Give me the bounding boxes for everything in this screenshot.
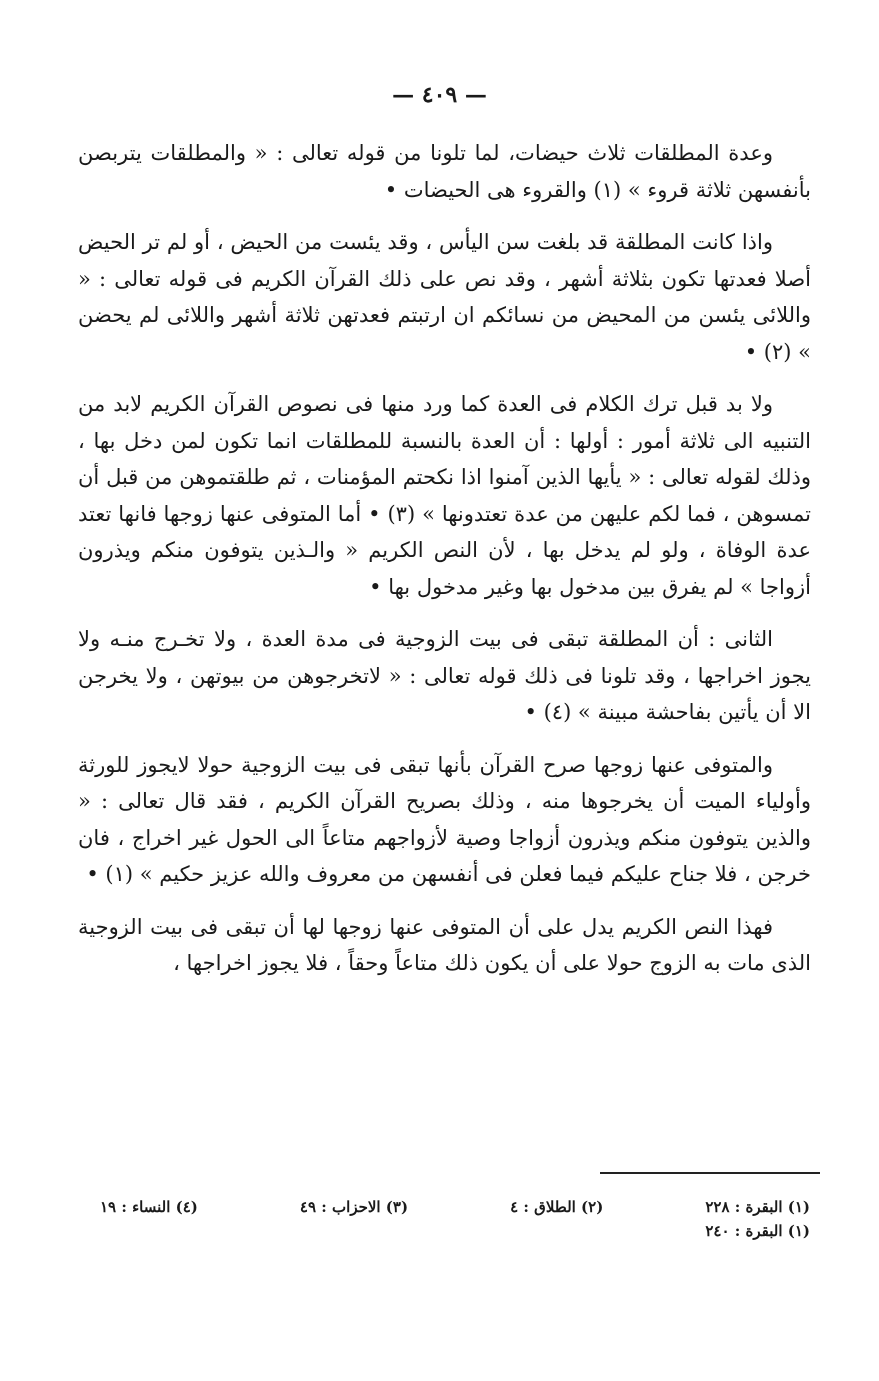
paragraph-3: ولا بد قبل ترك الكلام فى العدة كما ورد منها فى نصوص القرآن الكريم لابد من التنبيه الى ثلاثة أمور : أولها : أن العدة بالنسبة للمطلقات انما تكون لمن دخل بها ، وذلك لقوله تعالى : « يأيها الذين آمنوا اذا نكحتم المؤمنات ، ثم طلقتموهن من قبل أن تمسوهن ، فما لكم عليهن من عدة تعتدونها » (٣) • أما المتوفى عنها زوجها فانها تعتد عدة الوفاة ، ولو لم يدخل بها ، لأن النص الكريم « والـذين يتوفون منكم ويذرون أزواجا » لم يفرق بين مدخول بها وغير مدخول بها • — [78, 392, 812, 599]
footnote-row — [100, 1219, 810, 1243]
paragraph-4: الثانى : أن المطلقة تبقى فى بيت الزوجية فى مدة العدة ، ولا تخـرج منـه ولا يجوز اخراجها ، وقد تلونا فى ذلك قوله تعالى : « لاتخرجوهن من بيوتهن ، ولا يخرجن الا أن يأتين بفاحشة مبينة » (٤) • — [78, 627, 811, 724]
body-text — [78, 135, 811, 998]
paragraph-1: وعدة المطلقات ثلاث حيضات، لما تلونا من قوله تعالى : « والمطلقات يتربصن بأنفسهن ثلاثة قروء » (١) والقروء هى الحيضات • — [78, 141, 811, 202]
footnote-2: (٢) الطلاق : ٤ — [510, 1198, 604, 1216]
footnote-5: (١) البقرة : ٢٤٠ — [705, 1222, 810, 1240]
footnote-3: (٣) الاحزاب : ٤٩ — [299, 1198, 409, 1216]
paragraph-5: والمتوفى عنها زوجها صرح القرآن بأنها تبقى فى بيت الزوجية حولا لايجوز للورثة وأولياء الميت أن يخرجوها منه ، وذلك بصريح القرآن الكريم ، فقد قال تعالى : « والذين يتوفون منكم ويذرون أزواجا وصية لأزواجهم متاعاً الى الحول غير اخراج ، فان خرجن ، فلا جناح عليكم فيما فعلن فى أنفسهن من معروف والله عزيز حكيم » (١) • — [78, 752, 811, 886]
footnote-1: (١) البقرة : ٢٢٨ — [705, 1198, 810, 1216]
paragraph-2: واذا كانت المطلقة قد بلغت سن اليأس ، وقد يئست من الحيض ، أو لم تر الحيض أصلا فعدتها تكون بثلاثة أشهر ، وقد نص على ذلك القرآن الكريم فى قوله تعالى : « واللائى يئسن من المحيض من نسائكم ان ارتبتم فعدتهن ثلاثة أشهر واللائى لم يحضن » (٢) • — [78, 230, 811, 364]
paragraph-6: فهذا النص الكريم يدل على أن المتوفى عنها زوجها لها أن تبقى فى بيت الزوجية الذى مات به الزوج حولا على أن يكون ذلك متاعاً وحقاً ، فلا يجوز اخراجها ، — [78, 914, 811, 975]
footnote-4: (٤) النساء : ١٩ — [100, 1198, 198, 1216]
page-number: — ٤٠٩ — — [392, 82, 487, 108]
footnotes — [100, 1195, 810, 1243]
footnote-divider — [600, 1172, 820, 1174]
footnote-row — [100, 1195, 810, 1219]
